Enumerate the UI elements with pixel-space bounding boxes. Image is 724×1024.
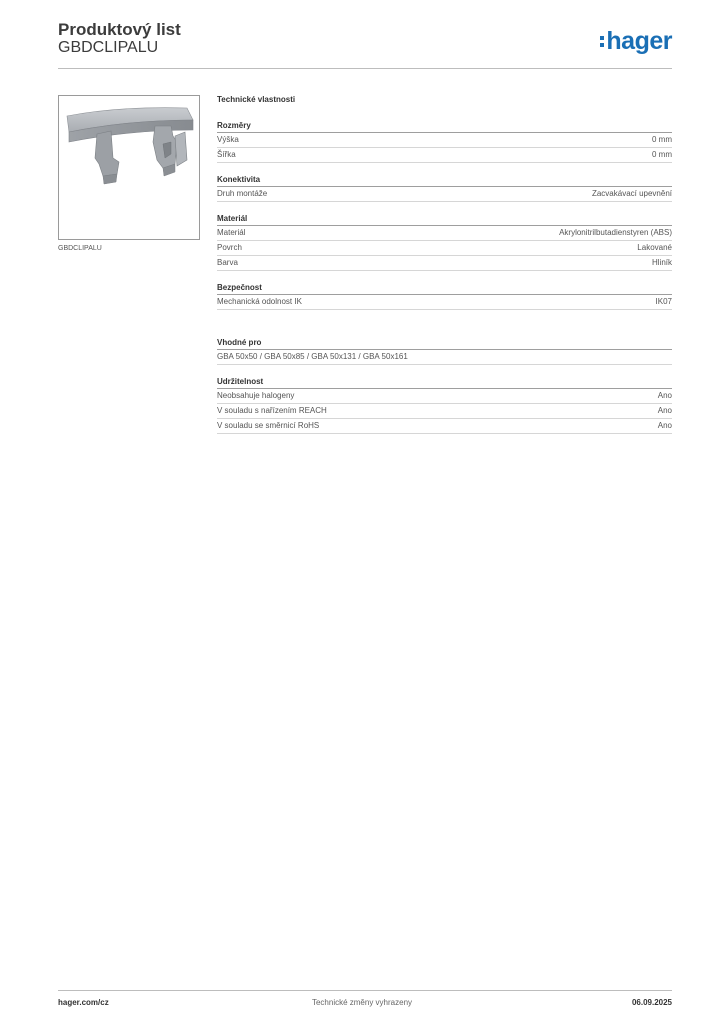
spec-row xyxy=(217,404,672,419)
cable-clip-icon xyxy=(59,96,199,239)
footer-divider xyxy=(58,990,672,991)
header-divider xyxy=(58,68,672,69)
spec-row xyxy=(217,187,672,202)
spec-row xyxy=(217,226,672,241)
footer-note: Technické změny vyhrazeny xyxy=(311,998,413,1007)
footer-date: 06.09.2025 xyxy=(631,998,672,1007)
spec-row xyxy=(217,148,672,163)
spec-value: Akrylonitrilbutadienstyren (ABS) xyxy=(559,228,672,237)
spec-value: Ano xyxy=(657,421,672,430)
spec-group-material xyxy=(217,214,672,271)
spec-group-safety xyxy=(217,283,672,310)
spec-group-sustainability xyxy=(217,377,672,434)
spec-label: Povrch xyxy=(217,243,242,252)
product-image xyxy=(58,95,200,240)
spec-group-suitable-for xyxy=(217,338,672,365)
spec-value: Ano xyxy=(657,406,672,415)
spec-value: 0 mm xyxy=(652,150,672,159)
image-caption: GBDCLIPALU xyxy=(58,245,102,252)
spec-label: Barva xyxy=(217,258,238,267)
specifications xyxy=(217,95,672,446)
spec-value: IK07 xyxy=(655,297,672,306)
page-title: Produktový list xyxy=(58,20,181,39)
spec-label: Materiál xyxy=(217,228,246,237)
spec-label: Šířka xyxy=(217,150,236,159)
spec-label: GBA 50x50 / GBA 50x85 / GBA 50x131 / GBA 50x161 xyxy=(217,352,408,361)
spec-label: Druh montáže xyxy=(217,189,268,198)
spec-row xyxy=(217,295,672,310)
group-title: Vhodné pro xyxy=(217,338,672,350)
spec-value: 0 mm xyxy=(652,135,672,144)
footer-website: hager.com/cz xyxy=(58,998,109,1007)
spec-row xyxy=(217,389,672,404)
spec-group-dimensions xyxy=(217,121,672,163)
spec-row xyxy=(217,241,672,256)
group-title: Rozměry xyxy=(217,121,672,133)
logo-text: hager xyxy=(606,27,672,55)
spec-label: Neobsahuje halogeny xyxy=(217,391,295,400)
spec-row xyxy=(217,350,672,365)
spec-row xyxy=(217,256,672,271)
group-title: Konektivita xyxy=(217,175,672,187)
product-code: GBDCLIPALU xyxy=(58,39,159,56)
spec-group-connectivity xyxy=(217,175,672,202)
spec-label: V souladu s nařízením REACH xyxy=(217,406,327,415)
group-title: Bezpečnost xyxy=(217,283,672,295)
spec-row xyxy=(217,133,672,148)
spec-value: Ano xyxy=(657,391,672,400)
hager-logo xyxy=(600,27,672,56)
spec-label: Mechanická odolnost IK xyxy=(217,297,302,306)
group-title: Materiál xyxy=(217,214,672,226)
spec-label: V souladu se směrnicí RoHS xyxy=(217,421,320,430)
spec-value: Lakované xyxy=(637,243,672,252)
spec-value: Zacvakávací upevnění xyxy=(591,189,672,198)
group-title: Udržitelnost xyxy=(217,377,672,389)
spec-value: Hliník xyxy=(651,258,672,267)
logo-dots-icon xyxy=(600,36,604,47)
spec-row xyxy=(217,419,672,434)
specs-title: Technické vlastnosti xyxy=(217,95,296,104)
spec-label: Výška xyxy=(217,135,239,144)
